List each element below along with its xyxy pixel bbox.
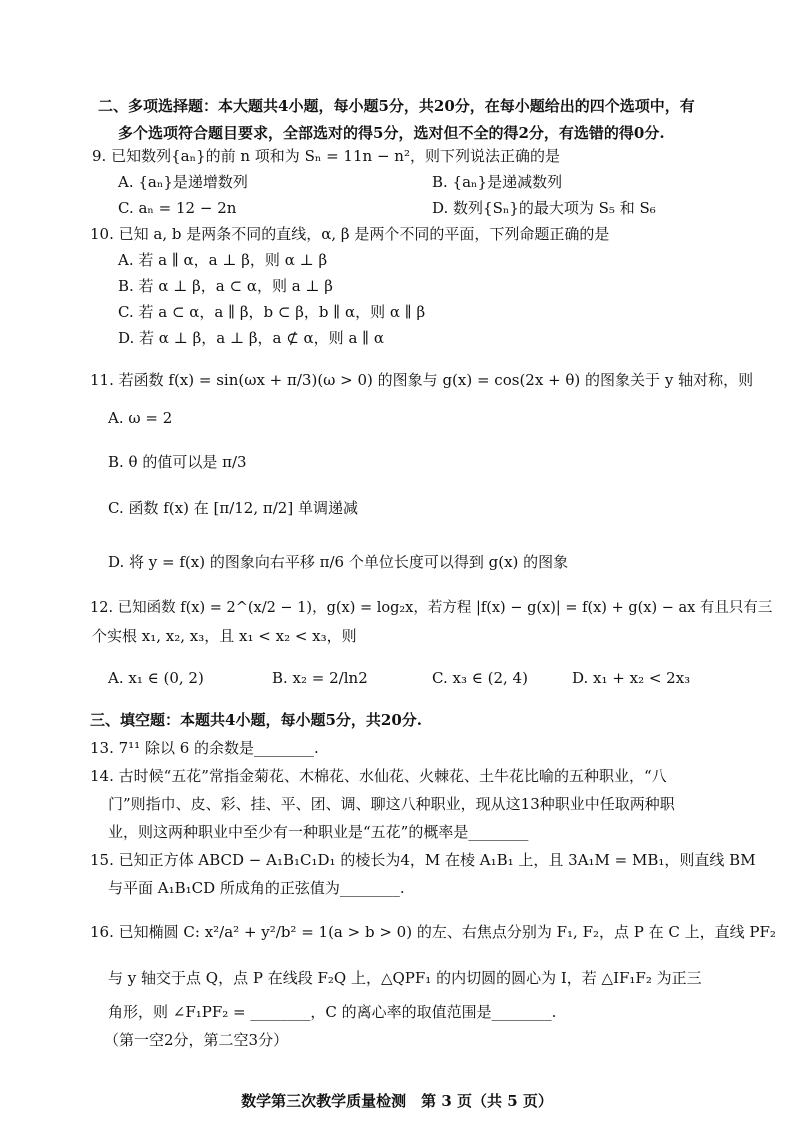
q9-option-b: B. {aₙ}是递减数列 xyxy=(432,173,563,191)
q14-line1: 14. 古时候“五花”常指金菊花、木棉花、水仙花、火棘花、土牛花比喻的五种职业，“八 xyxy=(90,767,667,785)
section3-header: 三、填空题：本题共4小题，每小题5分，共20分. xyxy=(90,711,422,729)
q11-stem: 11. 若函数 f(x) = sin(ωx + π/3)(ω > 0) 的图象与 g(x) = cos(2x + θ) 的图象关于 y 轴对称，则 xyxy=(90,371,754,389)
q13-text: 13. 7¹¹ 除以 6 的余数是________. xyxy=(90,739,319,757)
q14-line2: 门”则指巾、皮、彩、挂、平、团、调、聊这八种职业，现从这13种职业中任取两种职 xyxy=(108,795,675,813)
q9-option-c: C. aₙ = 12 − 2n xyxy=(118,199,237,217)
q11-option-b: B. θ 的值可以是 π/3 xyxy=(108,453,247,471)
q11-option-a: A. ω = 2 xyxy=(108,409,173,427)
q10-stem: 10. 已知 a, b 是两条不同的直线，α, β 是两个不同的平面，下列命题正确的是 xyxy=(90,225,610,243)
q15-line2: 与平面 A₁B₁CD 所成角的正弦值为________. xyxy=(108,879,405,897)
q10-option-d: D. 若 α ⊥ β，a ⊥ β，a ⊄ α，则 a ∥ α xyxy=(118,329,384,347)
q12-option-d: D. x₁ + x₂ < 2x₃ xyxy=(572,669,691,687)
q12-option-b: B. x₂ = 2/ln2 xyxy=(272,669,368,687)
q12-option-c: C. x₃ ∈ (2, 4) xyxy=(432,669,528,687)
q16-score-note: （第一空2分，第二空3分） xyxy=(104,1031,289,1049)
page-footer: 数学第三次教学质量检测 第 3 页（共 5 页） xyxy=(241,1092,553,1110)
q12-option-a: A. x₁ ∈ (0, 2) xyxy=(108,669,204,687)
q10-option-a: A. 若 a ∥ α，a ⊥ β，则 α ⊥ β xyxy=(118,251,328,269)
q9-stem: 9. 已知数列{aₙ}的前 n 项和为 Sₙ = 11n − n²，则下列说法正确的是 xyxy=(92,147,560,165)
q12-stem-line1: 12. 已知函数 f(x) = 2^(x/2 − 1)，g(x) = log₂x，若方程 |f(x) − g(x)| = f(x) + g(x) − ax 有且只有三 xyxy=(90,600,773,616)
q12-stem-line2: 个实根 x₁, x₂, x₃，且 x₁ < x₂ < x₃，则 xyxy=(92,627,357,645)
q9-option-d: D. 数列{Sₙ}的最大项为 S₅ 和 S₆ xyxy=(432,199,656,217)
q14-line3: 业，则这两种职业中至少有一种职业是“五花”的概率是________ xyxy=(108,823,529,841)
section2-header-line2: 多个选项符合题目要求，全部选对的得5分，选对但不全的得2分，有选错的得0分. xyxy=(118,124,665,142)
q16-line1: 16. 已知椭圆 C: x²/a² + y²/b² = 1(a > b > 0) 的左、右焦点分别为 F₁, F₂，点 P 在 C 上，直线 PF₂ xyxy=(90,923,776,941)
q16-line3: 角形，则 ∠F₁PF₂ = ________，C 的离心率的取值范围是________. xyxy=(108,1003,557,1021)
q15-line1: 15. 已知正方体 ABCD − A₁B₁C₁D₁ 的棱长为4，M 在棱 A₁B₁ 上，且 3A₁M = MB₁，则直线 BM xyxy=(90,851,756,869)
q11-option-c: C. 函数 f(x) 在 [π/12, π/2] 单调递减 xyxy=(108,499,358,517)
q10-option-b: B. 若 α ⊥ β，a ⊂ α，则 a ⊥ β xyxy=(118,277,333,295)
section2-header-line1: 二、多项选择题：本大题共4小题，每小题5分，共20分，在每小题给出的四个选项中，有 xyxy=(98,97,695,115)
q16-line2: 与 y 轴交于点 Q，点 P 在线段 F₂Q 上，△QPF₁ 的内切圆的圆心为 I，若 △IF₁F₂ 为正三 xyxy=(108,969,702,987)
q11-option-d: D. 将 y = f(x) 的图象向右平移 π/6 个单位长度可以得到 g(x) 的图象 xyxy=(108,553,569,571)
q10-option-c: C. 若 a ⊂ α，a ∥ β，b ⊂ β，b ∥ α，则 α ∥ β xyxy=(118,303,426,321)
q9-option-a: A. {aₙ}是递增数列 xyxy=(118,173,248,191)
